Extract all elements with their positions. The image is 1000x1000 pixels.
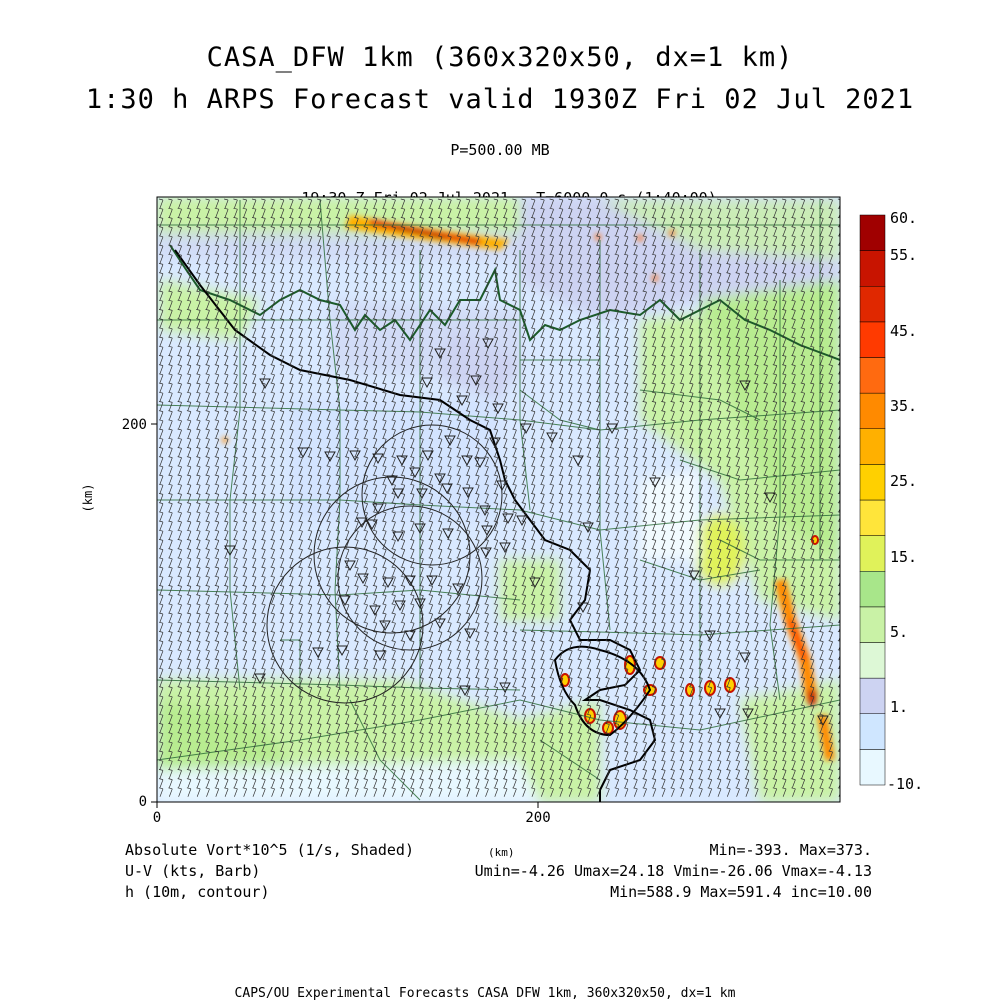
colorbar-label-minus10: -10. xyxy=(887,775,924,793)
colorbar-swatch xyxy=(860,678,885,714)
colorbar-label-35: 35. xyxy=(890,397,918,415)
colorbar-swatch xyxy=(860,571,885,607)
x-tick-200: 200 xyxy=(525,810,551,826)
colorbar-label-60: 60. xyxy=(890,209,918,227)
colorbar-labels xyxy=(887,209,923,793)
colorbar-swatch xyxy=(860,749,885,785)
vort-stats: Min=-393. Max=373. xyxy=(709,841,872,859)
colorbar xyxy=(860,215,885,785)
colorbar-label-25: 25. xyxy=(890,472,918,490)
colorbar-swatch xyxy=(860,607,885,643)
colorbar-swatch xyxy=(860,714,885,750)
colorbar-swatch xyxy=(860,500,885,536)
x-axis-unit: (km) xyxy=(488,846,515,859)
y-axis-label: (km) xyxy=(81,483,95,513)
colorbar-label-15: 15. xyxy=(890,548,918,566)
colorbar-swatch xyxy=(860,286,885,322)
colorbar-swatch xyxy=(860,464,885,500)
title-line-1: CASA_DFW 1km (360x320x50, dx=1 km) xyxy=(206,42,794,73)
colorbar-swatch xyxy=(860,358,885,394)
y-tick-200: 200 xyxy=(121,417,147,433)
footer-credit: CAPS/OU Experimental Forecasts CASA DFW 1km, 360x320x50, dx=1 km xyxy=(234,986,736,1000)
colorbar-swatch xyxy=(860,215,885,251)
colorbar-label-5: 5. xyxy=(890,623,909,641)
colorbar-label-55: 55. xyxy=(890,246,918,264)
height-label: h (10m, contour) xyxy=(125,883,270,901)
wind-label: U-V (kts, Barb) xyxy=(125,862,261,880)
colorbar-swatch xyxy=(860,536,885,572)
wind-stats: Umin=-4.26 Umax=24.18 Vmin=-26.06 Vmax=-4.13 xyxy=(474,862,872,880)
legend xyxy=(125,841,872,901)
x-tick-0: 0 xyxy=(152,810,162,826)
vort-label: Absolute Vort*10^5 (1/s, Shaded) xyxy=(125,841,414,859)
colorbar-swatch xyxy=(860,322,885,358)
colorbar-swatch xyxy=(860,251,885,287)
colorbar-swatch xyxy=(860,429,885,465)
height-stats: Min=588.9 Max=591.4 inc=10.00 xyxy=(610,883,872,901)
title-line-2: 1:30 h ARPS Forecast valid 1930Z Fri 02 Jul 2021 xyxy=(85,84,915,115)
pressure-level-label: P=500.00 MB xyxy=(450,141,550,159)
y-tick-0: 0 xyxy=(138,794,147,810)
colorbar-swatch xyxy=(860,643,885,679)
colorbar-label-45: 45. xyxy=(890,322,918,340)
colorbar-label-1: 1. xyxy=(890,698,909,716)
colorbar-swatch xyxy=(860,393,885,429)
